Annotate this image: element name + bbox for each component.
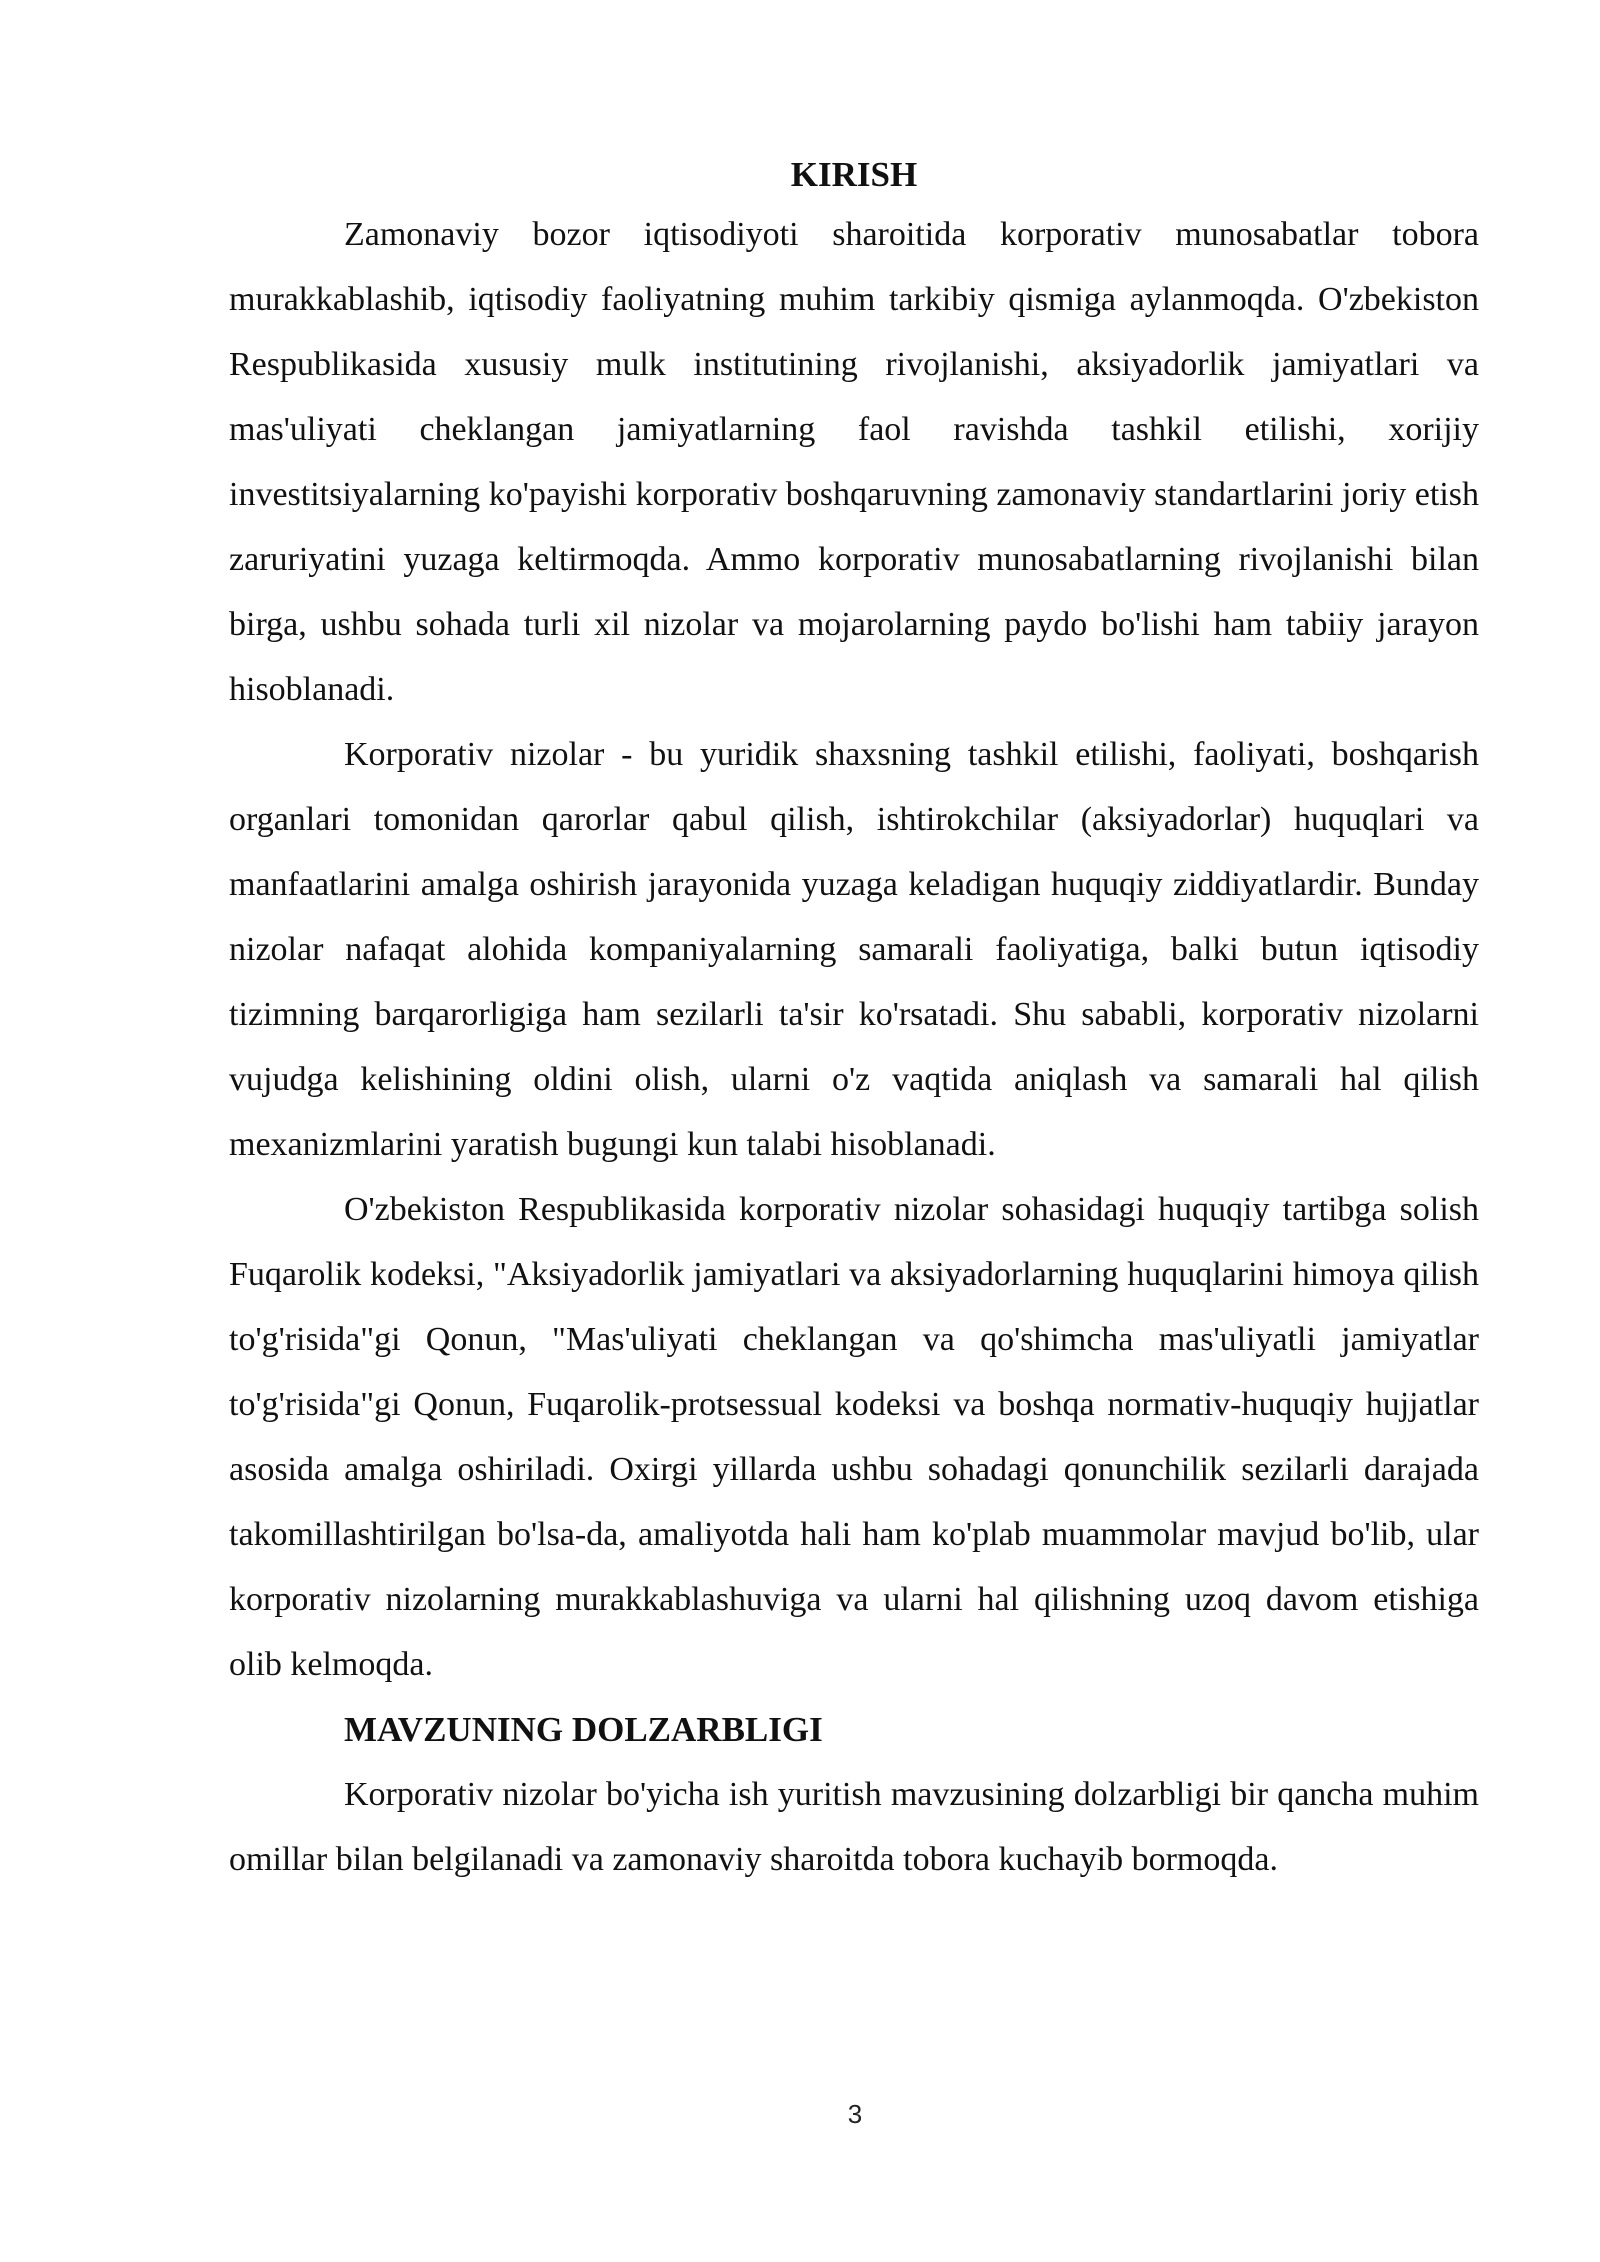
paragraph: Korporativ nizolar - bu yuridik shaxsning tashkil etilishi, faoliyati, boshqarish organlari tomonidan qarorlar qabul qilish, ishtirokchilar (aksiyadorlar) huquqlari va manfaatlarini amalga oshirish jarayonida yuzaga keladigan huquqiy ziddiyatlardir. Bunday nizolar nafaqat alohida kompaniyalarning samarali faoliyatiga, balki butun iqtisodiy tizimning barqarorligiga ham sezilarli ta'sir ko'rsatadi. Shu sababli, korporativ nizolarni vujudga kelishining oldini olish, ularni o'z vaqtida aniqlash va samarali hal qilish mexanizmlarini yaratish bugungi kun talabi hisoblanadi. (229, 736, 1479, 1163)
paragraph: Korporativ nizolar bo'yicha ish yuritish mavzusining dolzarbligi bir qancha muhim omillar bilan belgilanadi va zamonaviy sharoitda tobora kuchayib bormoqda. (229, 1776, 1479, 1878)
section-heading: MAVZUNING DOLZARBLIGI (344, 1710, 823, 1749)
page-number: 3 (847, 2099, 863, 2129)
paragraph: Zamonaviy bozor iqtisodiyoti sharoitida korporativ munosabatlar tobora murakkablashib, iqtisodiy faoliyatning muhim tarkibiy qismiga aylanmoqda. O'zbekiston Respublikasida xususiy mulk institutining rivojlanishi, aksiyadorlik jamiyatlari va mas'uliyati cheklangan jamiyatlarning faol ravishda tashkil etilishi, xorijiy investitsiyalarning ko'payishi korporativ boshqaruvning zamonaviy standartlarini joriy etish zaruriyatini yuzaga keltirmoqda. Ammo korporativ munosabatlarning rivojlanishi bilan birga, ushbu sohada turli xil nizolar va mojarolarning paydo bo'lishi ham tabiiy jarayon hisoblanadi. (229, 216, 1479, 708)
page-content (229, 148, 1479, 1892)
page-title: KIRISH (790, 155, 918, 194)
paragraph: O'zbekiston Respublikasida korporativ nizolar sohasidagi huquqiy tartibga solish Fuqarolik kodeksi, "Aksiyadorlik jamiyatlari va aksiyadorlarning huquqlarini himoya qilish to'g'risida"gi Qonun, "Mas'uliyati cheklangan va qo'shimcha mas'uliyatli jamiyatlar to'g'risida"gi Qonun, Fuqarolik-protsessual kodeksi va boshqa normativ-huquqiy hujjatlar asosida amalga oshiriladi. Oxirgi yillarda ushbu sohadagi qonunchilik sezilarli darajada takomillashtirilgan bo'lsa-da, amaliyotda hali ham ko'plab muammolar mavjud bo'lib, ular korporativ nizolarning murakkablashuviga va ularni hal qilishning uzoq davom etishiga olib kelmoqda. (229, 1191, 1479, 1683)
